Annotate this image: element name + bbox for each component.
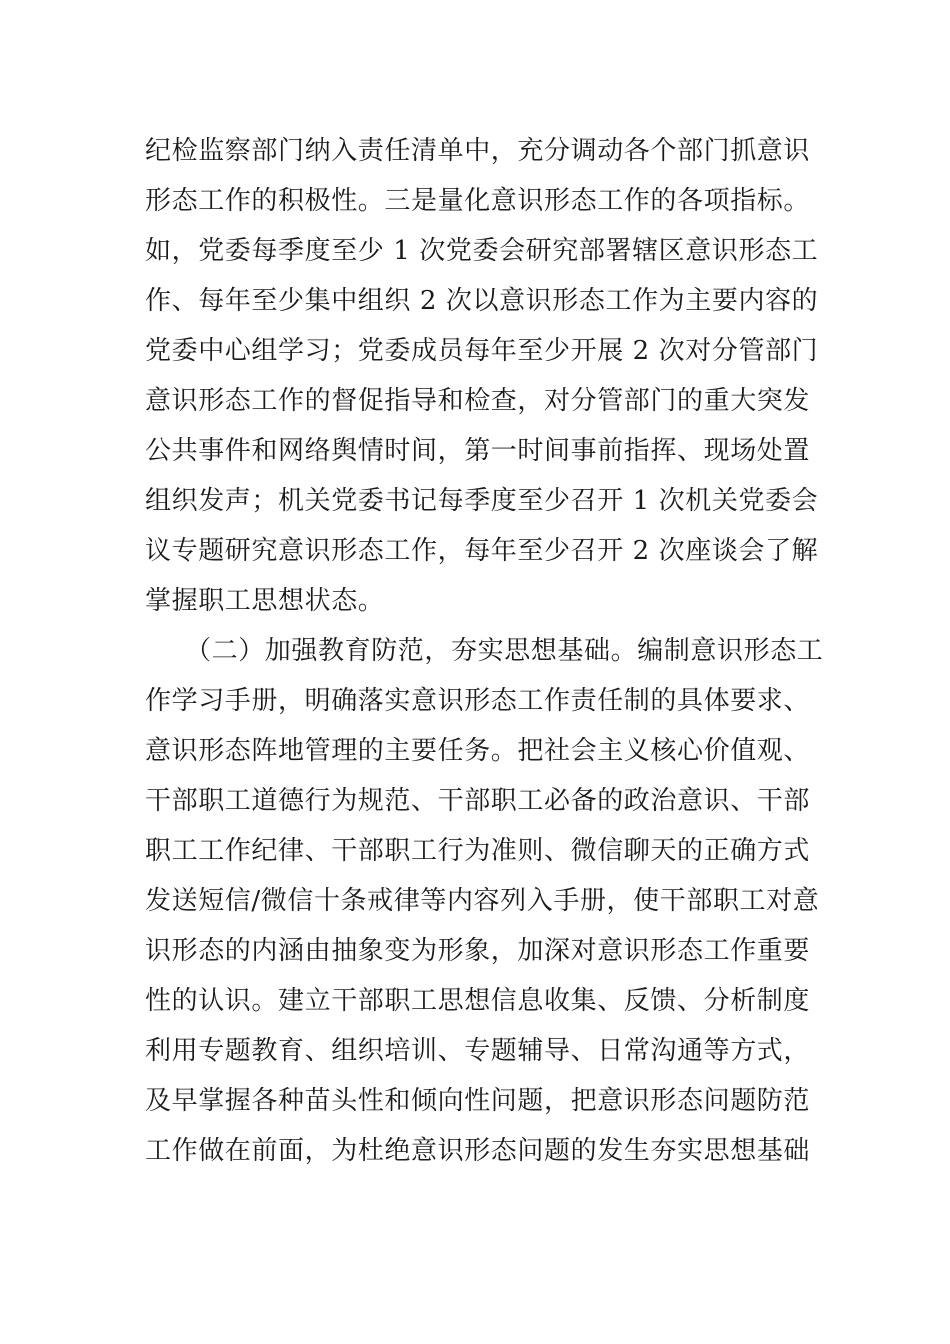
text-line: 性的认识。建立干部职工思想信息收集、反馈、分析制度 — [145, 986, 811, 1016]
text-line: 利用专题教育、组织培训、专题辅导、日常沟通等方式， — [145, 1036, 811, 1066]
text-line: 发送短信/微信十条戒律等内容列入手册，使干部职工对意 — [145, 886, 820, 916]
text-line: 掌握职工思想状态。 — [145, 586, 385, 616]
text-line: 议专题研究意识形态工作，每年至少召开 2 次座谈会了解 — [145, 536, 819, 566]
text-line: 作学习手册，明确落实意识形态工作责任制的具体要求、 — [145, 686, 811, 716]
text-line: 公共事件和网络舆情时间，第一时间事前指挥、现场处置 — [145, 436, 811, 466]
body-text — [145, 126, 824, 1176]
text-line: 干部职工道德行为规范、干部职工必备的政治意识、干部 — [145, 786, 811, 816]
text-line: 意识形态阵地管理的主要任务。把社会主义核心价值观、 — [145, 736, 811, 766]
section-heading-line: （二）加强教育防范，夯实思想基础。编制意识形态工 — [185, 636, 824, 666]
text-line: 工作做在前面，为杜绝意识形态问题的发生夯实思想基础 — [145, 1136, 811, 1166]
text-line: 及早掌握各种苗头性和倾向性问题，把意识形态问题防范 — [145, 1086, 811, 1116]
text-line: 纪检监察部门纳入责任清单中，充分调动各个部门抓意识 — [145, 136, 811, 166]
paragraph-education-prevention — [145, 626, 824, 1176]
text-line: 形态工作的积极性。三是量化意识形态工作的各项指标。 — [145, 186, 811, 216]
text-line: 如，党委每季度至少 1 次党委会研究部署辖区意识形态工 — [145, 236, 819, 266]
text-line: 党委中心组学习；党委成员每年至少开展 2 次对分管部门 — [145, 336, 819, 366]
text-line: 职工工作纪律、干部职工行为准则、微信聊天的正确方式 — [145, 836, 811, 866]
text-line: 意识形态工作的督促指导和检查，对分管部门的重大突发 — [145, 386, 811, 416]
paragraph-responsibility-list — [145, 126, 819, 626]
text-line: 组织发声；机关党委书记每季度至少召开 1 次机关党委会 — [145, 486, 819, 516]
text-line: 识形态的内涵由抽象变为形象，加深对意识形态工作重要 — [145, 936, 811, 966]
text-line: 作、每年至少集中组织 2 次以意识形态工作为主要内容的 — [145, 286, 819, 316]
